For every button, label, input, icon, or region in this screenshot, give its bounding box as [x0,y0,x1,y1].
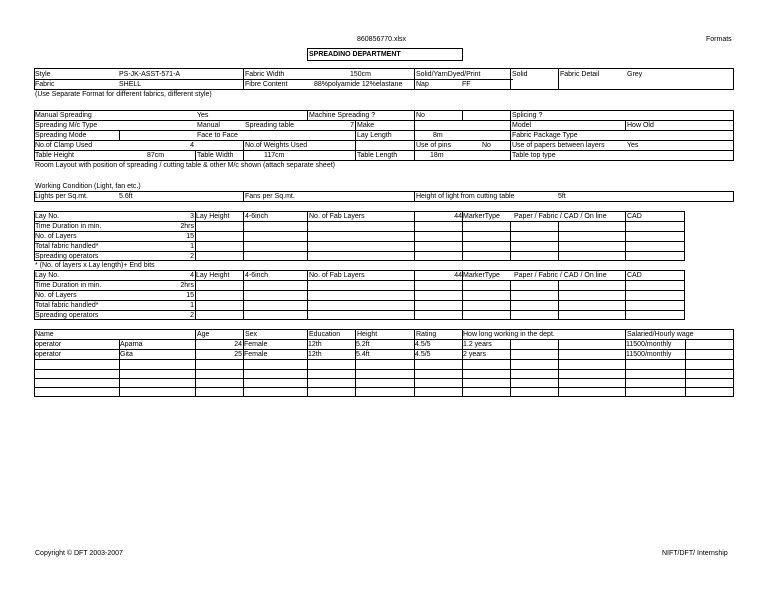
table-top-label: Table top type [512,152,556,159]
fabric-handled-value: 1 [190,302,194,309]
age-cell: 25 [234,351,242,358]
education-cell: 12th [308,341,322,348]
model-label: Model [512,122,532,129]
light-height-label: Height of light from cutting table [416,193,515,200]
layers-value: 15 [186,233,194,240]
fibre-content-label: Fibre Content [245,81,288,88]
table-height-value: 87cm [147,152,165,159]
rating-cell: 4.5/5 [415,341,431,348]
fabric-handled-label: Total fabric handled* [35,243,99,250]
clamp-used-label: No.of Clamp Used [35,142,93,149]
lay-no-value: 3 [190,213,194,220]
room-layout-note: Room Layout with position of spreading / cutting table & other M/c shown (attach separate sheet) [35,162,335,169]
name-cell: Aparna [120,341,143,348]
copyright-text: Copyright © DFT 2003-2007 [35,550,123,557]
sex-cell: Female [244,351,268,358]
working-condition-title: Working Condition (Light, fan etc.) [35,183,141,190]
sex-header: Sex [245,331,258,338]
solid-value: Solid [512,71,528,78]
mc-type-value: Manual [197,122,220,129]
salary-cell: 11500/monthly [626,341,672,348]
height-header: Height [357,331,378,338]
solid-label: Solid/YarnDyed/Print [416,71,481,78]
lights-value: 5.6ft [119,193,133,200]
manual-spreading-value: Yes [197,112,209,119]
table-length-value: 18m [430,152,444,159]
fab-layers-label: No. of Fab Layers [309,213,365,220]
papers-value: Yes [627,142,639,149]
manual-spreading-label: Manual Spreading [35,112,92,119]
marker-type-options: Paper / Fabric / CAD / On line [514,272,607,279]
fabric-label: Fabric [35,81,55,88]
fabric-width-value: 150cm [350,71,372,78]
spreading-mode-value: Face to Face [197,132,238,139]
fabric-detail-label: Fabric Detail [560,71,600,78]
lay-length-label: Lay Length [357,132,392,139]
spreading-table-value: 7 [350,122,354,129]
layers-label: No. of Layers [35,233,77,240]
splicing-label: Splicing ? [512,112,543,119]
spreading-operators-value: 2 [190,253,194,260]
fabric-value: SHELL [119,81,142,88]
spreading-operators-label: Spreading operators [35,312,99,319]
department-title: SPREADINO DEPARTMENT [309,51,401,58]
fabric-width-label: Fabric Width [245,71,285,78]
nap-value: FF [462,81,471,88]
time-duration-label: Time Duration in min. [35,282,102,289]
time-duration-value: 2hrs [180,223,194,230]
time-duration-label: Time Duration in min. [35,223,102,230]
fibre-content-value: 88%polyamide 12%elastane [314,81,403,88]
experience-cell: 2 years [463,351,486,358]
name-cell: Gita [120,351,133,358]
fabric-handled-label: Total fabric handled* [35,302,99,309]
table-height-label: Table Height [35,152,74,159]
table-width-value: 117cm [264,152,285,159]
layers-label: No. of Layers [35,292,77,299]
lay-no-label: Lay No. [35,213,60,220]
table-length-label: Table Length [357,152,398,159]
salary-header: Salaried/Hourly wage [627,331,694,338]
age-cell: 24 [234,341,242,348]
lay-length-value: 8m [433,132,443,139]
weights-used-label: No.of Weights Used [245,142,308,149]
papers-label: Use of papers between layers [512,142,605,149]
light-height-value: 5ft [558,193,566,200]
time-duration-value: 2hrs [180,282,194,289]
education-header: Education [309,331,341,338]
sex-cell: Female [244,341,268,348]
pins-label: Use of pins [416,142,452,149]
lay-no-value: 4 [190,272,194,279]
fab-layers-label: No. of Fab Layers [309,272,365,279]
marker-type-value: CAD [627,213,642,220]
mc-type-label: Spreading M/c Type [35,122,98,129]
lay-height-label: Lay Height [196,272,230,279]
height-cell: 5.2ft [356,341,370,348]
make-label: Make [357,122,375,129]
formats-label: Formats [706,36,732,43]
spreading-mode-label: Spreading Mode [35,132,87,139]
education-cell: 12th [308,351,322,358]
file-name: 860856770.xlsx [357,36,407,43]
marker-type-label: MarkerType [463,213,500,220]
nap-label: Nap [416,81,429,88]
marker-type-value: CAD [627,272,642,279]
style-label: Style [35,71,51,78]
experience-cell: 1.2 years [463,341,492,348]
lay-height-value: 4-6inch [245,213,268,220]
lights-label: Lights per Sq.mt. [35,193,88,200]
lay-height-label: Lay Height [196,213,230,220]
rating-header: Rating [416,331,437,338]
machine-spreading-value: No [416,112,425,119]
lay-footnote: * (No. of layers x Lay length)+ End bits [35,262,155,269]
how-old-label: How Old [627,122,654,129]
salary-cell: 11500/monthly [626,351,672,358]
machine-spreading-label: Machine Spreading ? [309,112,376,119]
name-header: Name [35,331,54,338]
marker-type-options: Paper / Fabric / CAD / On line [514,213,607,220]
footer-right-text: NIFT/DFT/ Internship [662,550,728,557]
pins-value: No [482,142,491,149]
fabric-detail-value: Grey [627,71,643,78]
fans-label: Fans per Sq.mt. [245,193,295,200]
experience-header: How long working in the dept. [463,331,555,338]
package-type-label: Fabric Package Type [512,132,578,139]
rating-cell: 4.5/5 [415,351,431,358]
fab-layers-value: 44 [454,213,462,220]
clamp-used-value: 4 [190,142,194,149]
lay-no-label: Lay No. [35,272,60,279]
height-cell: 5.4ft [356,351,370,358]
age-header: Age [197,331,210,338]
lay-height-value: 4-6inch [245,272,268,279]
layers-value: 15 [186,292,194,299]
separate-format-note: (Use Separate Format for different fabrics, different style) [35,91,212,98]
style-value: PS-JK-ASST-571-A [119,71,181,78]
marker-type-label: MarkerType [463,272,500,279]
spreading-table-label: Spreading table [245,122,295,129]
fab-layers-value: 44 [454,272,462,279]
role-cell: operator [35,341,62,348]
spreading-operators-label: Spreading operators [35,253,99,260]
table-width-label: Table Width [197,152,234,159]
fabric-handled-value: 1 [190,243,194,250]
role-cell: operator [35,351,62,358]
spreading-operators-value: 2 [190,312,194,319]
